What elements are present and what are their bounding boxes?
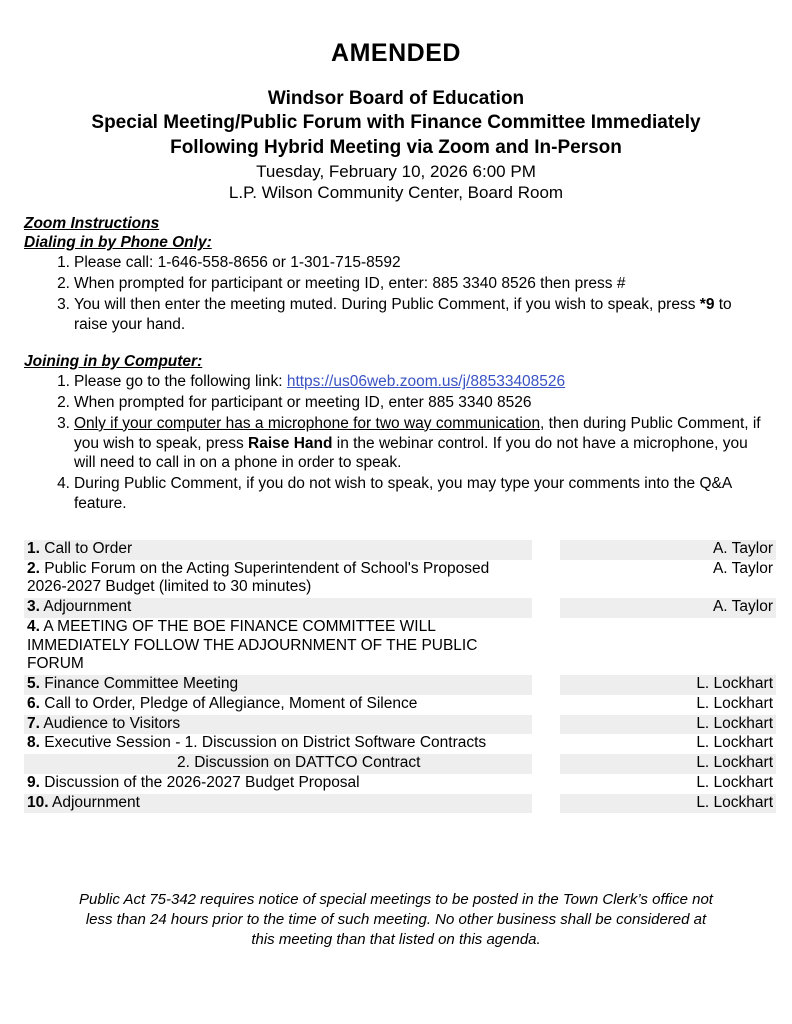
table-row bbox=[24, 794, 776, 814]
list-item bbox=[24, 252, 768, 273]
list-item bbox=[24, 371, 768, 392]
meeting-location: L.P. Wilson Community Center, Board Room bbox=[228, 183, 564, 203]
agenda-item-text: Adjournment bbox=[43, 598, 132, 616]
agenda-item-cell bbox=[24, 618, 532, 675]
list-item bbox=[24, 473, 768, 514]
list-item-text: then during Public Comment, if you wish to speak, press bbox=[74, 414, 761, 452]
zoom-instructions-section bbox=[24, 214, 768, 514]
table-row bbox=[24, 675, 776, 695]
table-row bbox=[24, 734, 776, 754]
agenda-owner-cell: A. Taylor bbox=[560, 540, 776, 560]
meeting-datetime: Tuesday, February 10, 2026 6:00 PM bbox=[256, 161, 536, 181]
agenda-column-gap bbox=[532, 560, 560, 599]
table-row bbox=[24, 774, 776, 794]
agenda-item-number: 7. bbox=[27, 714, 40, 732]
agenda-item-cell bbox=[24, 715, 532, 735]
agenda-item-text: Public Forum on the Acting Superintendent of School's Proposed 2026-2027 Budget (limited to 30 minutes) bbox=[27, 559, 490, 596]
agenda-column-gap bbox=[532, 540, 560, 560]
agenda-owner-cell: A. Taylor bbox=[712, 559, 773, 577]
agenda-item-text: Audience to Visitors bbox=[43, 714, 181, 732]
agenda-owner-cell: L. Lockhart bbox=[696, 773, 773, 791]
agenda-item-cell bbox=[24, 695, 532, 715]
table-row bbox=[24, 695, 776, 715]
agenda-column-gap bbox=[532, 618, 560, 675]
agenda-item-number: 8. bbox=[27, 734, 40, 752]
list-item-text: You will then enter the meeting muted. During Public Comment, if you wish to speak, press bbox=[74, 296, 700, 314]
agenda-item-text: Call to Order bbox=[44, 539, 133, 557]
agenda-item-text: Executive Session - 1. Discussion on District Software Contracts bbox=[44, 734, 487, 752]
agenda-column-gap bbox=[532, 734, 560, 754]
agenda-item-text: Finance Committee Meeting bbox=[44, 675, 239, 693]
microphone-condition-text: Only if your computer has a microphone for two way communication, bbox=[74, 414, 545, 432]
list-marker: 3. bbox=[57, 414, 70, 432]
agenda-item-number: 6. bbox=[27, 694, 40, 712]
zoom-meeting-link[interactable]: https://us06web.zoom.us/j/88533408526 bbox=[286, 373, 566, 391]
table-row bbox=[24, 618, 776, 675]
meeting-title-line-2: Following Hybrid Meeting via Zoom and In-Person bbox=[170, 136, 622, 158]
star-nine-keycode: *9 bbox=[699, 296, 715, 314]
agenda-item-text: A MEETING OF THE BOE FINANCE COMMITTEE WILL IMMEDIATELY FOLLOW THE ADJOURNMENT OF THE PUBLIC FORUM bbox=[27, 617, 478, 673]
list-item bbox=[24, 392, 768, 413]
list-marker: 4. bbox=[57, 475, 70, 493]
computer-instructions-heading: Joining in by Computer: bbox=[24, 352, 203, 370]
agenda-owner-cell: L. Lockhart bbox=[560, 754, 776, 774]
agenda-item-cell bbox=[24, 774, 532, 794]
raise-hand-label: Raise Hand bbox=[248, 434, 333, 452]
agenda-owner-cell: L. Lockhart bbox=[560, 715, 776, 735]
legal-footer-note: Public Act 75-342 requires notice of special meetings to be posted in the Town Clerk’s office not less than 24 hours prior to the time of such meeting. No other business shall be considered at this meeting than that listed on this agenda. bbox=[79, 891, 713, 948]
list-item-text-tail: in the webinar control. If you do not have a microphone, you will need to call in on a phone in order to speak. bbox=[74, 434, 748, 472]
zoom-instructions-heading: Zoom Instructions bbox=[24, 214, 160, 232]
list-item bbox=[24, 413, 768, 473]
computer-instructions-list bbox=[24, 371, 768, 514]
list-item-text: Please go to the following link: bbox=[74, 373, 287, 391]
table-row bbox=[24, 598, 776, 618]
agenda-owner-cell: L. Lockhart bbox=[560, 794, 776, 814]
agenda-item-text: Adjournment bbox=[52, 793, 140, 811]
agenda-column-gap bbox=[532, 754, 560, 774]
agenda-item-number: 4. bbox=[27, 617, 40, 635]
agenda-item-cell bbox=[24, 754, 532, 774]
list-item-text: When prompted for participant or meeting ID, enter 885 3340 8526 bbox=[74, 393, 532, 411]
agenda-owner-cell: L. Lockhart bbox=[696, 734, 773, 752]
agenda-item-cell bbox=[24, 540, 532, 560]
list-item bbox=[24, 273, 768, 294]
table-row bbox=[24, 715, 776, 735]
list-marker: 1. bbox=[57, 254, 70, 272]
agenda-owner-cell: L. Lockhart bbox=[696, 694, 773, 712]
agenda-item-number: 3. bbox=[27, 598, 40, 616]
agenda-item-cell bbox=[24, 675, 532, 695]
agenda-column-gap bbox=[532, 794, 560, 814]
agenda-column-gap bbox=[532, 598, 560, 618]
list-marker: 3. bbox=[57, 296, 70, 314]
table-row bbox=[24, 560, 776, 599]
agenda-item-number: 2. bbox=[27, 559, 40, 577]
agenda-table-container bbox=[24, 539, 773, 814]
agenda-item-cell bbox=[24, 560, 532, 599]
agenda-column-gap bbox=[532, 695, 560, 715]
list-marker: 2. bbox=[57, 393, 70, 411]
list-item-text: When prompted for participant or meeting ID, enter: 885 3340 8526 then press # bbox=[74, 275, 626, 293]
phone-instructions-heading: Dialing in by Phone Only: bbox=[24, 234, 212, 252]
agenda-item-number: 9. bbox=[27, 773, 40, 791]
amended-banner: AMENDED bbox=[331, 39, 461, 67]
agenda-item-text: Call to Order, Pledge of Allegiance, Moment of Silence bbox=[44, 694, 418, 712]
agenda-item-number: 1. bbox=[27, 539, 40, 557]
organization-title: Windsor Board of Education bbox=[267, 88, 525, 110]
list-item bbox=[24, 294, 768, 335]
list-item-text: Please call: 1-646-558-8656 or 1-301-715-8592 bbox=[74, 254, 401, 272]
agenda-item-text: Discussion of the 2026-2027 Budget Proposal bbox=[44, 773, 360, 791]
document-header bbox=[24, 0, 768, 204]
agenda-item-text: 2. Discussion on DATTCO Contract bbox=[177, 754, 421, 772]
agenda-item-cell bbox=[24, 598, 532, 618]
table-row bbox=[24, 754, 776, 774]
agenda-item-number: 5. bbox=[27, 675, 40, 693]
table-row bbox=[24, 540, 776, 560]
agenda-owner-cell bbox=[560, 618, 776, 675]
agenda-column-gap bbox=[532, 774, 560, 794]
agenda-table bbox=[24, 540, 776, 814]
agenda-item-cell bbox=[24, 734, 532, 754]
agenda-owner-cell: L. Lockhart bbox=[560, 675, 776, 695]
agenda-column-gap bbox=[532, 715, 560, 735]
list-marker: 1. bbox=[57, 373, 70, 391]
phone-instructions-list bbox=[24, 252, 768, 334]
list-marker: 2. bbox=[57, 275, 70, 293]
list-item-text: During Public Comment, if you do not wish to speak, you may type your comments into the Q&A feature. bbox=[74, 475, 732, 513]
agenda-owner-cell: A. Taylor bbox=[560, 598, 776, 618]
agenda-column-gap bbox=[532, 675, 560, 695]
agenda-item-cell bbox=[24, 794, 532, 814]
meeting-title-line-1: Special Meeting/Public Forum with Finance Committee Immediately bbox=[91, 112, 701, 134]
list-item-text-tail: to raise your hand. bbox=[74, 296, 732, 333]
section-spacer bbox=[24, 335, 768, 352]
agenda-item-number: 10. bbox=[27, 793, 49, 811]
